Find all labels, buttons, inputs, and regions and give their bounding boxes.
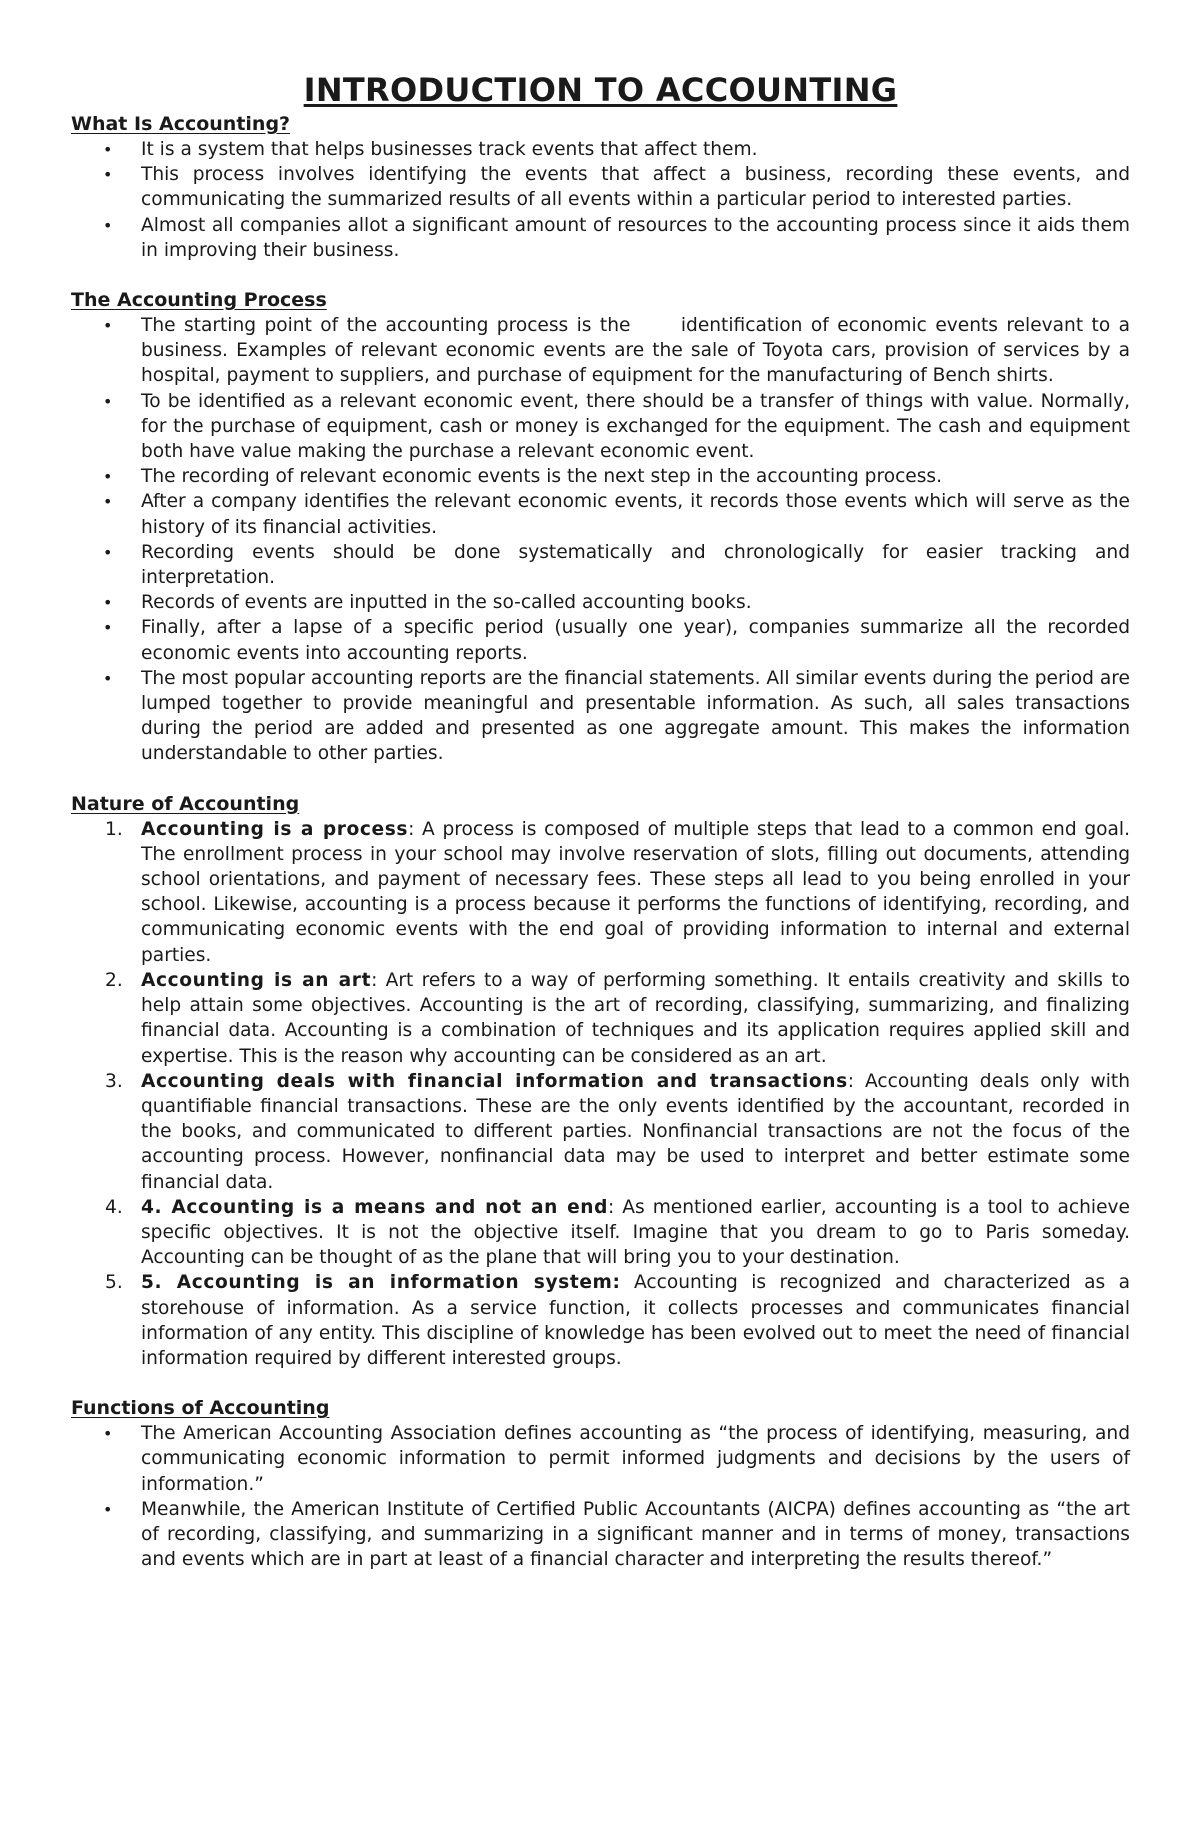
list-item: [71, 1270, 1130, 1371]
item-number: 4.: [105, 1196, 123, 1218]
item-lead: Accounting is a process: [141, 818, 409, 840]
bullet-list: [71, 137, 1130, 263]
item-lead: 4. Accounting is a means and not an end: [141, 1196, 609, 1218]
list-item: [71, 1069, 1130, 1195]
section-heading: Nature of Accounting: [71, 792, 300, 815]
list-item: • Finally, after a lapse of a specific period (usually one year), companies summarize all the recorded economic events into accounting reports.: [71, 615, 1130, 665]
list-item: [71, 817, 1130, 968]
section-what-is-accounting: [71, 112, 1130, 263]
item-number: 3.: [105, 1070, 123, 1092]
list-item: • Meanwhile, the American Institute of Certified Public Accountants (AICPA) defines accounting as “the art of recording, classifying, and summarizing in a significant manner and in terms of money, transactions and events which are in part at least of a financial character and interpreting the results thereof.”: [71, 1497, 1130, 1573]
item-text: : As mentioned earlier, accounting is a tool to achieve specific objectives. It is not the objective itself. Imagine that you dream to go to Paris someday. Accounting can be thought of as the plane that will bring you to your destination.: [141, 1196, 1130, 1269]
list-item: • To be identified as a relevant economic event, there should be a transfer of things with value. Normally, for the purchase of equipment, cash or money is exchanged for the equipment. The cash and equipment both have value making the purchase a relevant economic event.: [71, 389, 1130, 465]
list-item: • The recording of relevant economic events is the next step in the accounting process.: [71, 464, 1130, 489]
list-item: • This process involves identifying the events that affect a business, recording these events, and communicating the summarized results of all events within a particular period to interested parties.: [71, 162, 1130, 212]
item-number: 2.: [105, 969, 123, 991]
list-item: • Recording events should be done systematically and chronologically for easier tracking and interpretation.: [71, 540, 1130, 590]
section-accounting-process: [71, 288, 1130, 767]
bullet-list: [71, 1421, 1130, 1572]
item-lead: 5. Accounting is an information system:: [141, 1272, 621, 1294]
list-item: • After a company identifies the relevant economic events, it records those events which will serve as the history of its financial activities.: [71, 489, 1130, 539]
item-text: : Art refers to a way of performing something. It entails creativity and skills to help attain some objectives. Accounting is the art of recording, classifying, summarizing, and finalizing financial data. Accounting is a combination of techniques and its application requires applied skill and expertise. This is the reason why accounting can be considered as an art.: [141, 969, 1130, 1067]
numbered-list: [71, 817, 1130, 1371]
section-heading: What Is Accounting?: [71, 113, 291, 135]
list-item: [71, 1195, 1130, 1271]
list-item: • The American Accounting Association defines accounting as “the process of identifying, measuring, and communicating economic information to permit informed judgments and decisions by the users of information.”: [71, 1421, 1130, 1497]
item-number: 1.: [105, 818, 123, 840]
bullet-list: [71, 313, 1130, 767]
list-item: • Records of events are inputted in the so-called accounting books.: [71, 590, 1130, 615]
section-functions-of-accounting: [71, 1396, 1130, 1572]
list-item: • The most popular accounting reports are the financial statements. All similar events during the period are lumped together to provide meaningful and presentable information. As such, all sales transactions during the period are added and presented as one aggregate amount. This makes the information understandable to other parties.: [71, 666, 1130, 767]
item-text: : A process is composed of multiple steps that lead to a common end goal. The enrollment process in your school may involve reservation of slots, filling out documents, attending school orientations, and payment of necessary fees. These steps all lead to you being enrolled in your school. Likewise, accounting is a process because it performs the functions of identifying, recording, and communicating economic events with the end goal of providing information to internal and external parties.: [141, 818, 1130, 966]
item-number: 5.: [105, 1272, 123, 1294]
list-item: [71, 968, 1130, 1069]
item-lead: Accounting deals with financial information and transactions: [141, 1070, 848, 1092]
document-title: INTRODUCTION TO ACCOUNTING: [303, 71, 898, 109]
item-text: Accounting is recognized and characterized as a storehouse of information. As a service function, it collects processes and communicates financial information of any entity. This discipline of knowledge has been evolved out to meet the need of financial information required by different interested groups.: [141, 1272, 1131, 1369]
section-heading: The Accounting Process: [71, 289, 327, 312]
section-nature-of-accounting: [71, 792, 1130, 1371]
item-lead: Accounting is an art: [141, 969, 372, 991]
section-heading: Functions of Accounting: [71, 1397, 330, 1420]
list-item: • Almost all companies allot a significant amount of resources to the accounting process since it aids them in improving their business.: [71, 213, 1130, 263]
list-item: • It is a system that helps businesses track events that affect them.: [71, 137, 1130, 162]
list-item: • The starting point of the accounting process is the identification of economic events relevant to a business. Examples of relevant economic events are the sale of Toyota cars, provision of services by a hospital, payment to suppliers, and purchase of equipment for the manufacturing of Bench shirts.: [71, 313, 1130, 389]
item-text: : Accounting deals only with quantifiable financial transactions. These are the only events identified by the accountant, recorded in the books, and communicated to different parties. Nonfinancial transactions are not the focus of the accounting process. However, nonfinancial data may be used to interpret and better estimate some financial data.: [141, 1070, 1130, 1193]
